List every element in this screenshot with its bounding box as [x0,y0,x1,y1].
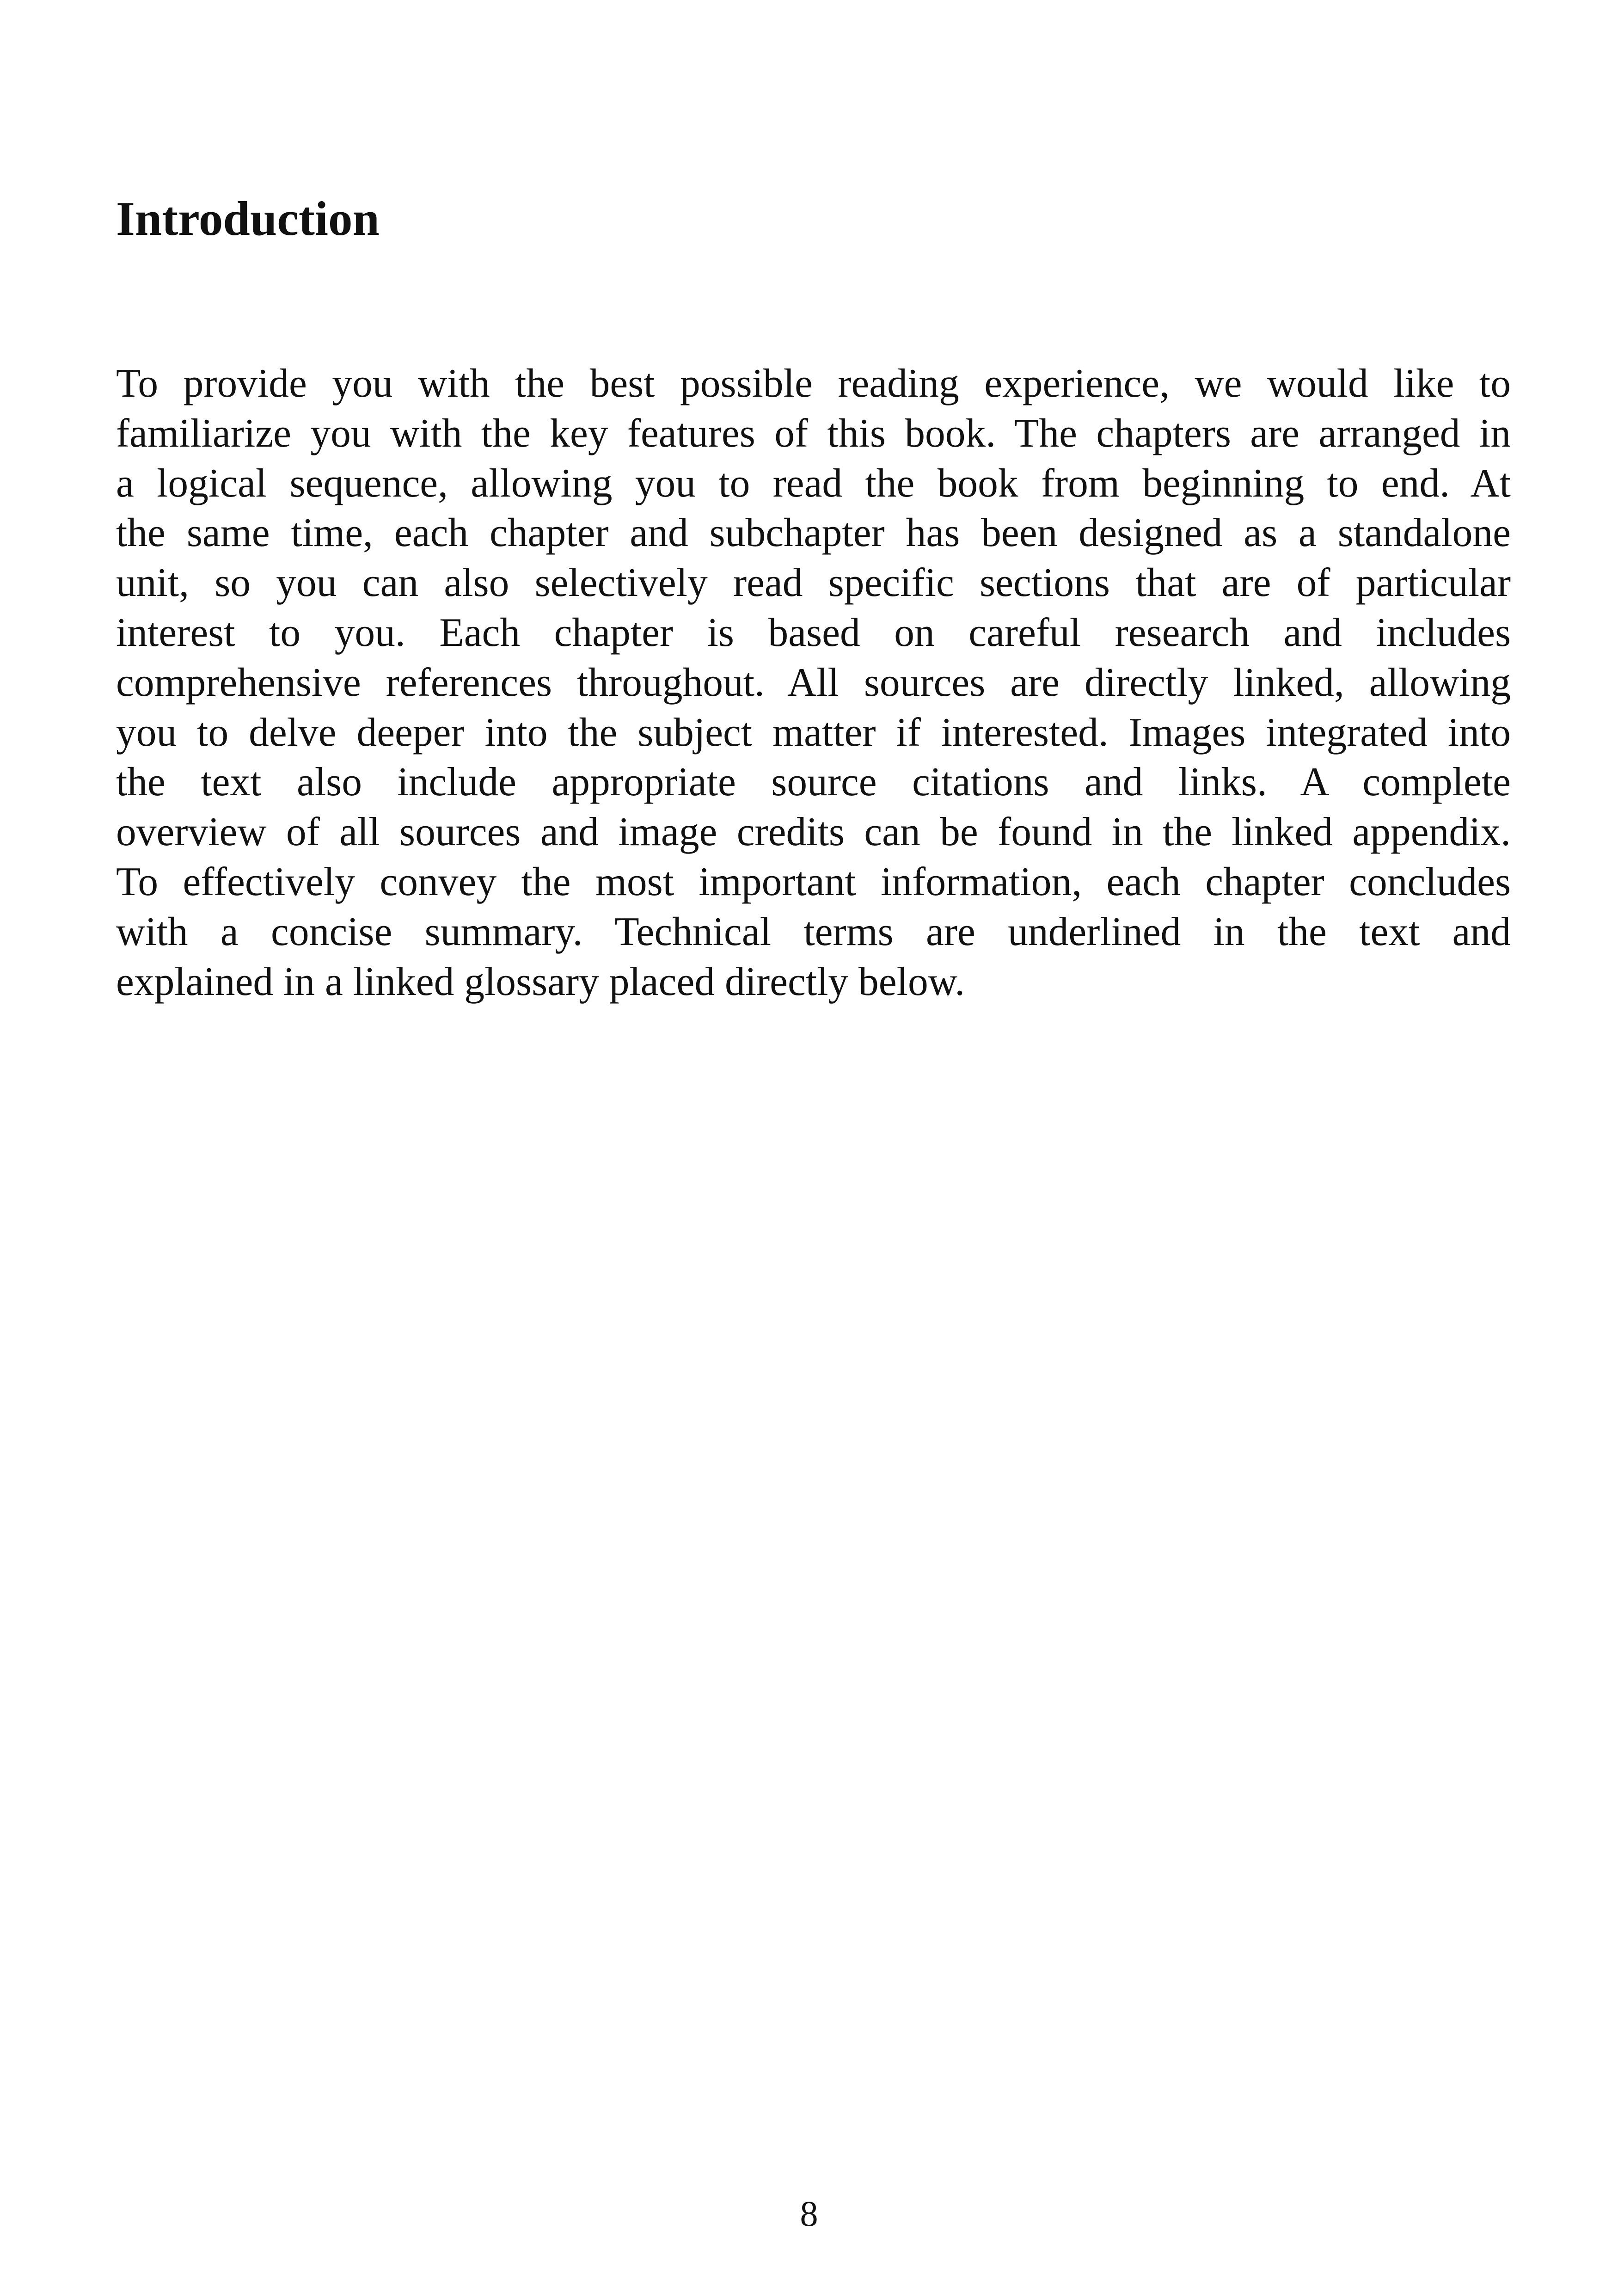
paragraph-line: with a concise summary. Technical terms are underlined in the text and [116,909,1511,954]
paragraph-line: the same time, each chapter and subchapter has been designed as a standalone [116,510,1511,555]
paragraph-line: comprehensive references throughout. All sources are directly linked, allowing [116,659,1511,705]
page-number: 8 [800,2193,818,2234]
paragraph-line: To effectively convey the most important information, each chapter concludes [116,859,1511,904]
chapter-title: Introduction [116,191,380,246]
intro-paragraph [116,358,1511,1006]
paragraph-line: you to delve deeper into the subject matter if interested. Images integrated into [116,709,1511,755]
paragraph-line: explained in a linked glossary placed directly below. [116,958,965,1004]
paragraph-line: the text also include appropriate source citations and links. A complete [116,759,1511,804]
paragraph-line: To provide you with the best possible reading experience, we would like to [116,361,1511,405]
paragraph-line: overview of all sources and image credits can be found in the linked appendix. [116,809,1511,854]
paragraph-line: familiarize you with the key features of this book. The chapters are arranged in [116,410,1511,455]
paragraph-line: unit, so you can also selectively read specific sections that are of particular [116,560,1511,605]
paragraph-line: a logical sequence, allowing you to read the book from beginning to end. At [116,460,1511,505]
paragraph-line: interest to you. Each chapter is based on careful research and includes [116,609,1511,655]
